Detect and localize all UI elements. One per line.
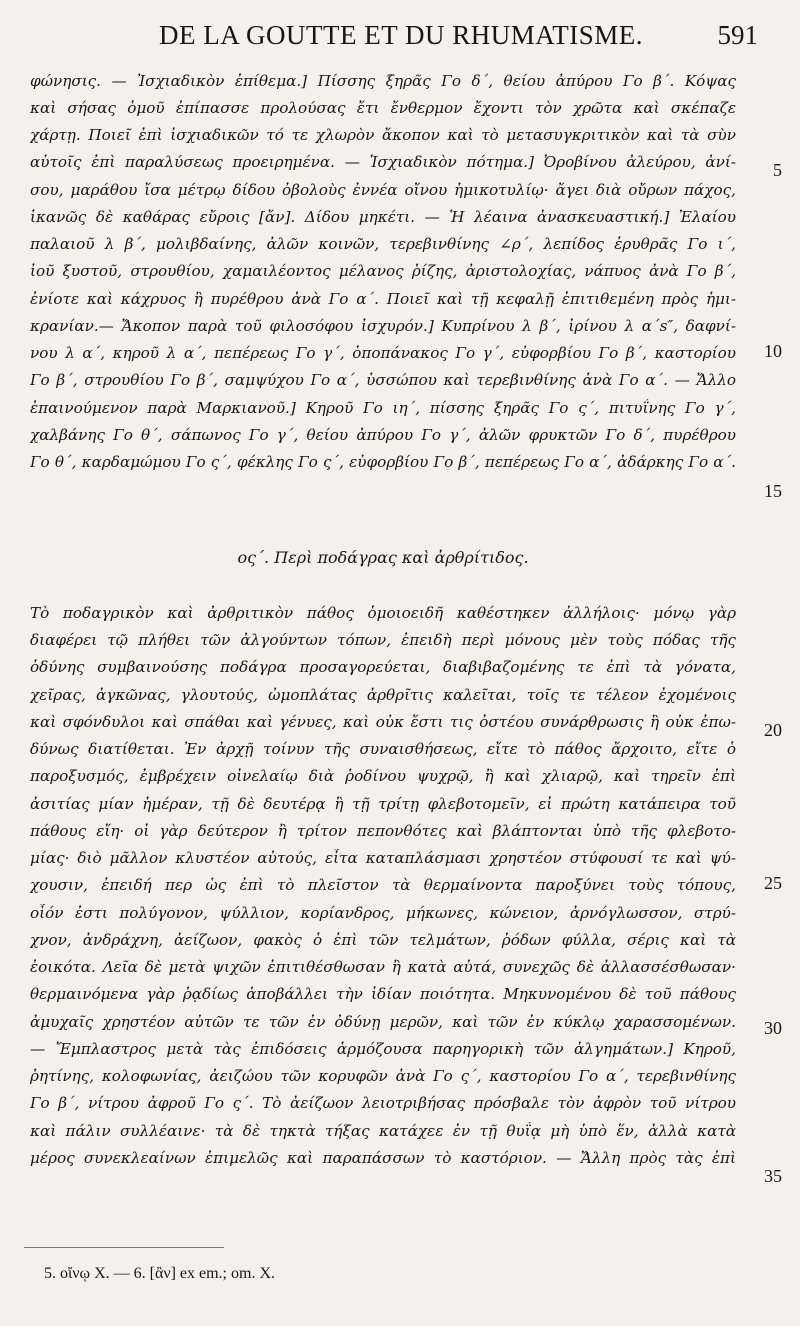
text-line: ἀσιτίας μίαν ἡμέραν, τῇ δὲ δευτέρᾳ ἢ τῇ τρίτῃ φλεβοτομεῖν, εἰ πρώτη κατάπειρα τοῦ bbox=[30, 795, 736, 813]
line-number: 25 bbox=[764, 873, 782, 893]
text-line: καὶ σήσας ὁμοῦ ἐπίπασσε προλούσας ἔτι ἔνθερμον ἔχοντι τὸν χρῶτα καὶ σκέπαζε bbox=[30, 99, 736, 117]
line-number: 30 bbox=[764, 1018, 782, 1038]
text-line: φώνησις. — Ἰσχιαδικὸν ἐπίθεμα.] Πίσσης ξηρᾶς Γο δ΄, θείου ἀπύρου Γο β΄. Κόψας bbox=[30, 72, 736, 90]
text-line: χαλβάνης Γο θ΄, σάπωνος Γο γ΄, θείου ἀπύρου Γο γ΄, ἀλῶν φρυκτῶν Γο δ΄, πυρέθρου bbox=[30, 426, 736, 444]
section-title: ος΄. Περὶ ποδάγρας καὶ ἀρθρίτιδος. bbox=[237, 548, 529, 567]
text-line: μίας· διὸ μᾶλλον κλυστέον αὐτούς, εἶτα καταπλάσμασι χρηστέον στύφουσί τε καὶ ψύ- bbox=[30, 849, 736, 867]
running-title: DE LA GOUTTE ET DU RHUMATISME. bbox=[159, 20, 643, 50]
text-line: σου, μαράθου ἴσα μέτρῳ δίδου ὀβολοὺς ἐννέα οἴνου ἡμικοτυλίῳ· ἄγει διὰ οὔρων πάχος, bbox=[30, 181, 736, 199]
text-line: χνον, ἀνδράχνη, ἀείζωον, φακὸς ὁ ἐπὶ τῶν τελμάτων, ῥόδων φύλλα, σέρις καὶ τὰ bbox=[30, 931, 736, 949]
text-line: ὀδύνης συμβαινούσης ποδάγρα προσαγορεύεται, διαβιβαζομένης τε ἐπὶ τὰ γόνατα, bbox=[30, 658, 736, 676]
text-line: — Ἔμπλαστρος μετὰ τὰς ἐπιδόσεις ἁρμόζουσα παρηγορικὴ τῶν ἀλγημάτων.] Κηροῦ, bbox=[30, 1040, 736, 1058]
line-number: 35 bbox=[764, 1166, 782, 1186]
text-line: ἐνίοτε καὶ κάχρυος ἢ πυρέθρου ἀνὰ Γο α΄. Ποιεῖ καὶ τῇ κεφαλῇ ἐπιτιθεμένη πρὸς ἡμι- bbox=[30, 290, 736, 308]
text-line: ῥητίνης, κολοφωνίας, ἀειζώου τῶν κορυφῶν ἀνὰ Γο ς΄, καστορίου Γο α΄, τερεβινθίνης bbox=[30, 1067, 736, 1085]
text-line: παροξυσμός, ἐμβρέχειν οἰνελαίῳ διὰ ῥοδίνου ψυχρῷ, ἢ καὶ χλιαρῷ, καὶ τηρεῖν ἐπὶ bbox=[30, 767, 736, 785]
text-line: παλαιοῦ λ β΄, μολιβδαίνης, ἀλῶν κοινῶν, τερεβινθίνης ∠ρ΄, λεπίδος ἐρυθρᾶς Γο ι΄, bbox=[30, 235, 736, 253]
text-line: πάθους εἴη· οἱ γὰρ δεύτερον ἢ τρίτον πεπονθότες καὶ βλάπτονται ὑπὸ τῆς φλεβοτο- bbox=[30, 822, 736, 840]
text-line: Γο β΄, νίτρου ἀφροῦ Γο ς΄. Τὸ ἀείζωον λειοτριβήσας πρόσβαλε τὸν ἀφρὸν τοῦ νίτρου bbox=[30, 1094, 736, 1112]
text-line: χουσιν, ἐπειδή περ ὡς ἐπὶ τὸ πλεῖστον τὰ θερμαίνοντα παροξύνει τοὺς τόπους, bbox=[30, 876, 736, 894]
text-line: καὶ πάλιν συλλέαινε· τὰ δὲ τηκτὰ τήξας κατάχεε ἐν τῇ θυΐᾳ μὴ ὑπὸ ἕν, ἀλλὰ κατὰ bbox=[30, 1122, 736, 1140]
text-line: ἐπαινούμενον παρὰ Μαρκιανοῦ.] Κηροῦ Γο ιη΄, πίσσης ξηρᾶς Γο ς΄, πιτυΐνης Γο γ΄, bbox=[30, 399, 736, 417]
text-line: θερμαινόμενα γὰρ ῥᾳδίως ἀποβάλλει τὴν ἰδίαν ποιότητα. Μηκυνομένου δὲ τοῦ πάθους bbox=[30, 985, 736, 1003]
text-line: χάρτῃ. Ποιεῖ ἐπὶ ἰσχιαδικῶν τό τε χλωρὸν ἄκοπον καὶ τὸ μετασυγκριτικὸν καὶ τὰ σὺν bbox=[30, 126, 736, 144]
footnote-rule bbox=[24, 1247, 224, 1248]
text-line: καὶ σφόνδυλοι καὶ σπάθαι καὶ γένυες, καὶ οὐκ ἔστι τις ὀστέου συνάρθρωσις ἢ οὐκ ἐπω- bbox=[30, 713, 736, 731]
page-number: 591 bbox=[717, 20, 758, 50]
text-line: δύνως διατίθεται. Ἐν ἀρχῇ τοίνυν τῆς συναισθήσεως, εἴτε τὸ πάθος ἄρχοιτο, εἴτε ὁ bbox=[30, 740, 736, 758]
text-line: ἐοικότα. Λεῖα δὲ μετὰ ψιχῶν ἐπιτιθέσθωσαν ἢ κατὰ αὐτά, συνεχῶς δὲ ἀλλασσέσθωσαν· bbox=[30, 958, 736, 976]
text-line: ἀμυχαῖς χρηστέον αὐτῶν τε τῶν ἐν ὀδύνῃ μερῶν, καὶ τῶν ἐν κύκλῳ χαρασσομένων. bbox=[30, 1013, 736, 1031]
main-text bbox=[30, 0, 736, 1240]
text-line: Τὸ ποδαγρικὸν καὶ ἀρθριτικὸν πάθος ὁμοιοειδῆ καθέστηκεν ἀλλήλοις· μόνῳ γὰρ bbox=[30, 604, 736, 622]
text-line: οἷόν ἐστι πολύγονον, ψύλλιον, κορίανδρος, μήκωνες, κώνειον, ἀρνόγλωσσον, στρύ- bbox=[30, 904, 736, 922]
text-line: αὐτοῖς ἐπὶ παραλύσεως προειρημένα. — Ἰσχιαδικὸν πότημα.] Ὀροβίνου ἀλεύρου, ἀνί- bbox=[30, 153, 736, 171]
text-line: ἱκανῶς δὲ καθάρας εὔροις [ἄν]. Δίδου μηκέτι. — Ἡ λέαινα ἀνασκευαστική.] Ἐλαίου bbox=[30, 208, 736, 226]
footnote: 5. οἴνῳ X. — 6. [ἂν] ex em.; om. X. bbox=[44, 1265, 275, 1282]
text-line: Γο θ΄, καρδαμώμου Γο ς΄, φέκλης Γο ς΄, εὐφορβίου Γο β΄, πεπέρεως Γο α΄, ἀδάρκης Γο α΄. bbox=[30, 453, 736, 471]
text-line: μέρος συνεκλεαίνων ἐπιμελῶς καὶ παραπάσσων τὸ καστόριον. — Ἄλλη πρὸς τὰς ἐπὶ bbox=[30, 1149, 736, 1167]
line-number: 20 bbox=[764, 720, 782, 740]
text-line: Γο β΄, στρουθίου Γο β΄, σαμψύχου Γο α΄, ὑσσώπου καὶ τερεβινθίνης ἀνὰ Γο α΄. — Ἄλλο bbox=[30, 371, 736, 389]
text-line: νου λ α΄, κηροῦ λ α΄, πεπέρεως Γο γ΄, ὀποπάνακος Γο γ΄, εὐφορβίου Γο β΄, καστορίου bbox=[30, 344, 736, 362]
line-number: 15 bbox=[764, 481, 782, 501]
text-line: χεῖρας, ἀγκῶνας, γλουτούς, ὠμοπλάτας ἀρθρῖτις καλεῖται, τοῖς τε τέλεον ἐχομένοις bbox=[30, 686, 736, 704]
text-line: διαφέρει τῷ πλήθει τῶν ἀλγούντων τόπων, ἐπειδὴ περὶ μόνους μὲν τοὺς πόδας τῆς bbox=[30, 631, 736, 649]
line-number: 10 bbox=[764, 341, 782, 361]
text-line: ἰοῦ ξυστοῦ, στρουθίου, χαμαιλέοντος μέλανος ῥίζης, ἀριστολοχίας, νάπυος ἀνὰ Γο β΄, bbox=[30, 262, 736, 280]
text-line: κρανίαν.— Ἄκοπον παρὰ τοῦ φιλοσόφου ἰσχυρόν.] Κυπρίνου λ β΄, ἰρίνου λ α΄s″, δαφνί- bbox=[30, 317, 736, 335]
line-number: 5 bbox=[773, 160, 782, 180]
